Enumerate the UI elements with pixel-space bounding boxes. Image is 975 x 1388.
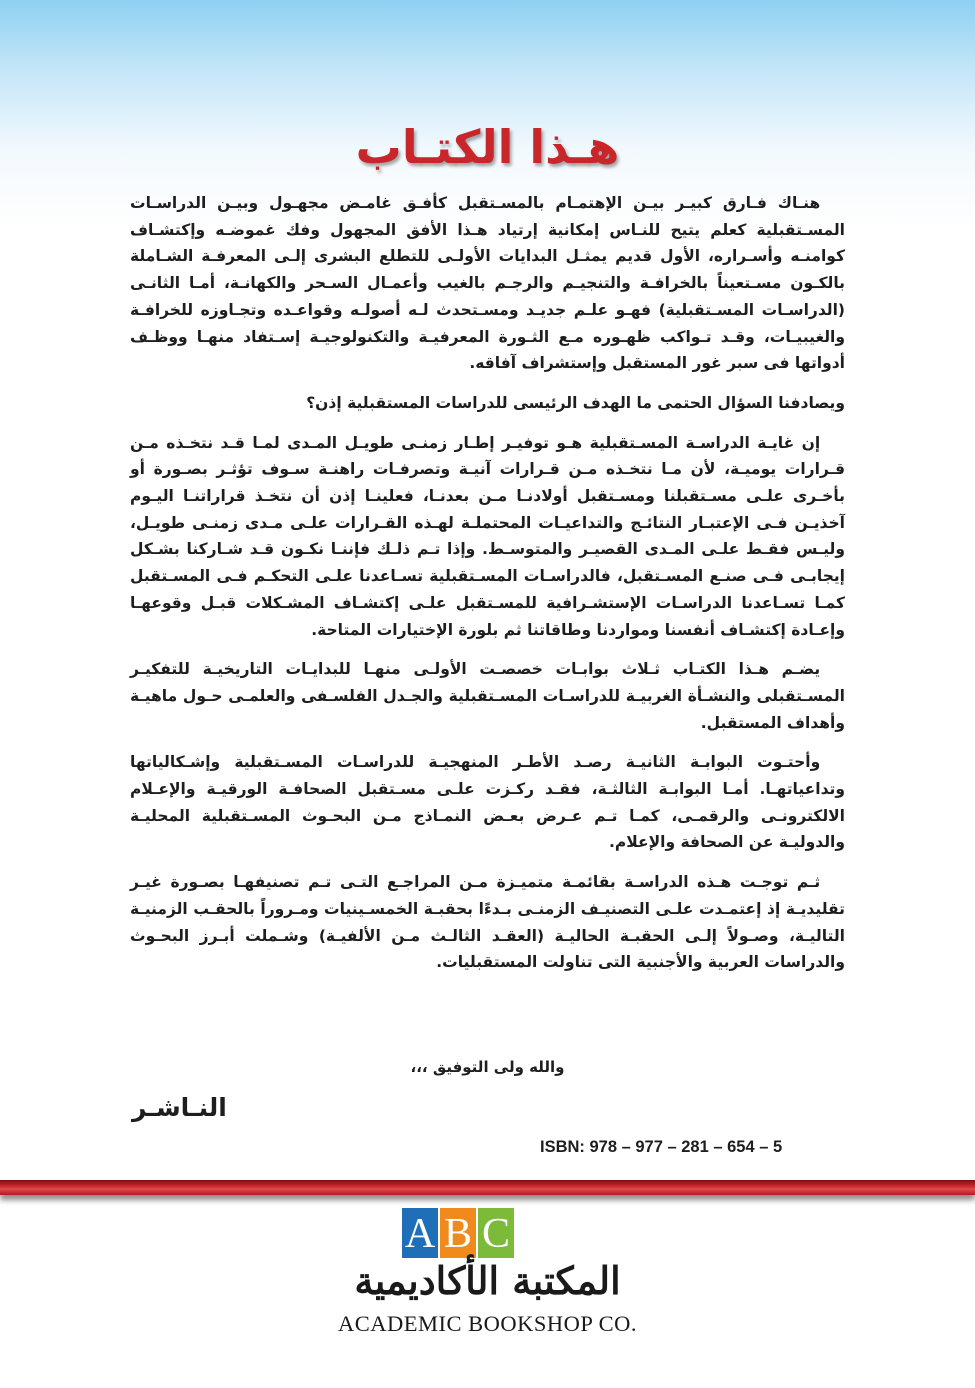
book-section-title: هـذا الكتـاب — [355, 120, 620, 174]
description-body — [130, 190, 845, 989]
red-divider-bar — [0, 1180, 975, 1195]
publisher-logo-tiles — [401, 1207, 516, 1259]
paragraph-second-gate: وأحتـوت البوابـة الثانيـة رصـد الأطـر المنهجيـة للدراسـات المسـتقبلية وإشـكالياتها وتداعياتهـا. أمـا البوابـة الثالثـة، فقـد ركـزت علـى مسـتقبل الصحافـة الورقيـة والإعـلام الالكترونـى والرقمـى، كمـا تـم عـرض بعـض النمـاذج مـن البحـوث المسـتقبلية المحليـة والدوليـة عن الصحافة والإعلام. — [130, 753, 845, 852]
paragraph-references: ثـم توجـت هـذه الدراسـة بقائمـة متميـزة مـن المراجـع التـى تـم تصنيفهـا بصـورة غيـر تقليديـة إذ إعتمـدت علـى التصنيـف الزمنـى بـدءًا بحقبـة الخمسـينيات ومـروراً بالحقـب الزمنيـة التاليـة، وصـولاً إلـى الحقبـة الحاليـة (العقـد الثالـث مـن الألفيـة) وشـملت أبـرز البحـوث والدراسات العربية والأجنبية التى تناولت المستقبليات. — [130, 873, 845, 972]
logo-letter-c: C — [481, 1211, 511, 1257]
publisher-logo-english: ACADEMIC BOOKSHOP CO. — [337, 1311, 638, 1336]
publisher-label: النـاشـر — [132, 1093, 227, 1122]
logo-letter-b: B — [443, 1211, 473, 1257]
paragraph-intro: هنـاك فـارق كبيـر بيـن الإهتمـام بالمسـتقبل كأفـق غامـض مجهـول وبيـن الدراسـات المسـتقبلية كعلم يتيح للنـاس إمكانية إرتياد هـذا الأفق المجهول وفك غموضـه وإكتشـاف كوامنـه وأسـراره، الأول قديم يمثـل البدايات الأولـى للتطلع البشرى إلـى المعرفـة الشـاملة بالكـون مسـتعيناً بالخرافـة والتنجيـم والرجـم بالغيب وأعمـال السـحر والكهانـة، أمـا الثانـى (الدراسـات المسـتقبلية) فهـو علـم جديـد ومسـتحدث لـه أصولـه وقواعـده وتجـاوزه للخرافـة والغيبيـات، وقـد تـواكب ظهـوره مـع الثـورة المعرفيـة والتكنولوجيـة إسـتفاد منهـا ووظـف أدواتها فى سبر غور المستقبل وإستشراف آفاقه. — [130, 194, 845, 373]
logo-letter-a: A — [404, 1211, 436, 1257]
publisher-logo-arabic: المكتبة الأكاديمية — [354, 1258, 621, 1303]
closing-line: والله ولى التوفيق ،،، — [410, 1058, 565, 1076]
isbn-number: ISBN: 978 – 977 – 281 – 654 – 5 — [540, 1138, 783, 1156]
paragraph-gates: يضـم هـذا الكتـاب ثـلاث بوابـات خصصـت الأولـى منهـا للبدايـات التاريخيـة للتفكيـر المسـتقبلى والنشـأة الغربيـة للدراسـات المسـتقبلية والجـدل الفلسـفى والعلمـى حـول ماهيـة وأهداف المستقبل. — [130, 660, 845, 732]
paragraph-question: ويصادفنا السؤال الحتمى ما الهدف الرئيسى للدراسات المستقبلية إذن؟ — [306, 393, 845, 412]
paragraph-goal: إن غايـة الدراسـة المسـتقبلية هـو توفيـر إطـار زمنـى طويـل المـدى لمـا قـد نتخـذه مـن قـرارات يوميـة، لأن مـا نتخـذه مـن قـرارات آنيـة وتصرفـات راهنـة سـوف تؤثـر بصـورة أو بأخـرى علـى مسـتقبلنا ومسـتقبل أولادنـا مـن بعدنـا، فعلينـا إذن أن نتخـذ قراراتنـا اليـوم آخذيـن فـى الإعتبـار النتائـج والتداعيـات المحتملـة لهـذه القـرارات علـى مـدى زمنـى طويـل، وليـس فقـط علـى المـدى القصيـر والمتوسـط. وإذا تـم ذلـك فإننـا نكـون قـد شـاركنا بشـكل إيجابـى فـى صنـع المسـتقبل، فالدراسـات المسـتقبلية تسـاعدنا علـى التحكـم فـى المسـتقبل كمـا تسـاعدنا الدراسـات الإستشـرافية للمسـتقبل علـى إكتشـاف المشـكلات قبـل وقوعهـا وإعـادة إكتشـاف أنفسنا ومواردنا وطاقاتنا ثم بلورة الإختيارات المتاحة. — [130, 433, 845, 639]
